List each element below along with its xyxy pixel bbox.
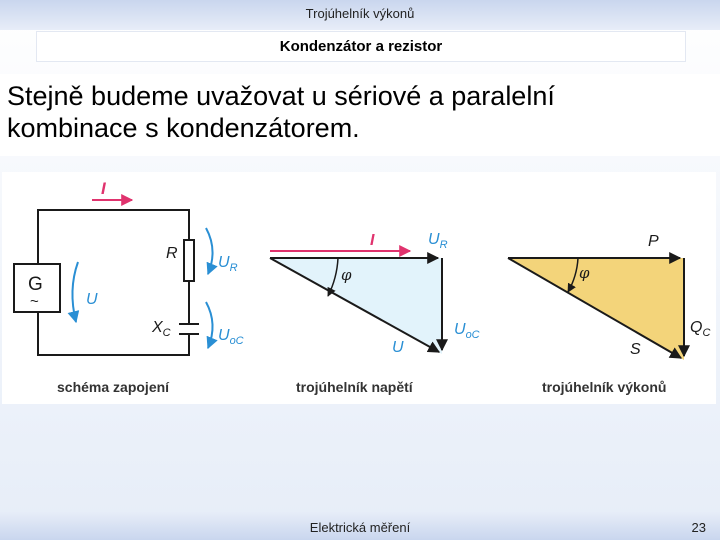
page-number: 23 (691, 520, 706, 535)
generator-symbol: ~ (30, 293, 39, 310)
ur-label: $U_R$ (428, 231, 448, 251)
voltage-angle-label: φ (341, 266, 352, 284)
resistor-voltage-label: $U_R$ (218, 254, 238, 274)
capacitor-voltage-label: $U_{oC}$ (218, 327, 244, 347)
resistor-voltage-arrow (206, 228, 213, 274)
voltage-triangle-caption: trojúhelník napětí (296, 379, 413, 395)
power-triangle (508, 233, 710, 395)
circuit-current-label: I (101, 179, 106, 198)
source-voltage-label: U (86, 291, 98, 308)
resistor-label: R (166, 245, 178, 262)
source-voltage-arrow (72, 262, 78, 322)
q-label: $Q_C$ (690, 319, 711, 339)
footer-text: Elektrická měření (309, 520, 411, 535)
resistor (184, 240, 194, 281)
slide-title: Trojúhelník výkonů (305, 6, 415, 21)
p-label: P (648, 233, 659, 250)
body-text (0, 74, 720, 156)
circuit-caption: schéma zapojení (57, 379, 170, 395)
diagram-figure (2, 172, 716, 404)
generator-label: G (28, 274, 43, 295)
capacitor-voltage-arrow (206, 302, 213, 348)
body-line-2: kombinace s kondenzátorem. (7, 113, 360, 143)
power-triangle-caption: trojúhelník výkonů (542, 379, 667, 395)
circuit-diagram (14, 179, 244, 395)
subtitle-box (36, 31, 686, 62)
s-label: S (630, 341, 641, 358)
u-label: U (392, 339, 404, 356)
voltage-triangle-current-label: I (370, 232, 375, 249)
power-angle-label: φ (579, 264, 590, 282)
uoc-label: $U_{oC}$ (454, 321, 480, 341)
body-line-1: Stejně budeme uvažovat u sériové a paralelní (7, 81, 555, 111)
voltage-triangle (270, 231, 480, 395)
capacitor-label: $X_C$ (152, 319, 171, 339)
subtitle-text: Kondenzátor a rezistor (279, 38, 443, 55)
